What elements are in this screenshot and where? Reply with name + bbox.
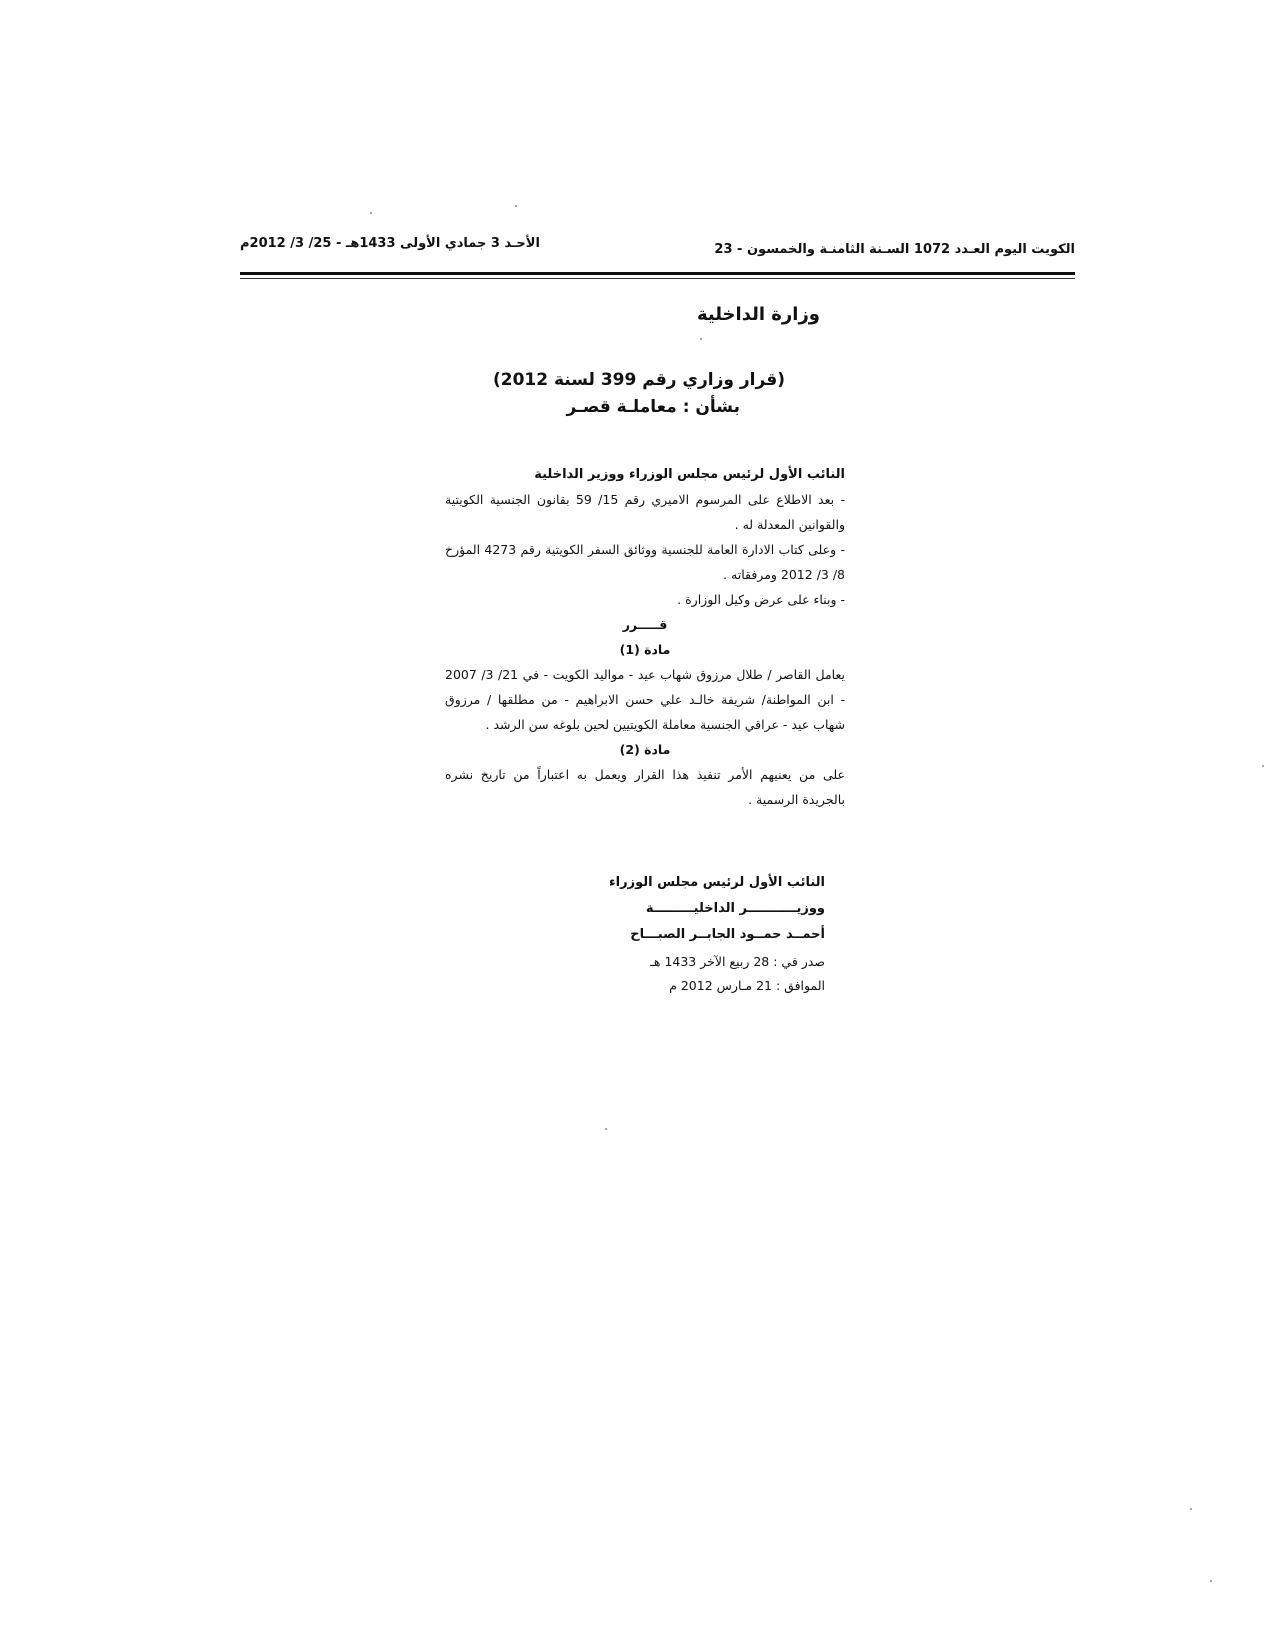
header-rule-thin: [240, 278, 1075, 279]
header-rule-thick: [240, 272, 1075, 275]
ministry-name: وزارة الداخلية: [696, 304, 820, 325]
signature-ministry: ووزيـــــــــــر الداخليـــــــــة: [645, 901, 825, 916]
article-1-text: يعامل القاصر / طلال مرزوق شهاب عيد - مواليد الكويت - في 21/ 3/ 2007 - ابن المواطنة/ شريفة خالـد علي حسن الابراهيم - من مطلقها / مرزوق شهاب عيد - عراقي الجنسية معاملة الكويتيين لحين بلوغه سن الرشد .: [445, 667, 845, 732]
signature-title: النائب الأول لرئيس مجلس الوزراء: [609, 875, 825, 890]
decree-subject: بشأن : معاملـة قصـر: [566, 397, 740, 417]
preamble-3: - وبناء على عرض وكيل الوزارة .: [677, 592, 845, 607]
article-2-heading: مادة (2): [619, 742, 671, 757]
issue-date-block: [650, 950, 825, 998]
header-issue-info: الكويت اليوم العـدد 1072 السـنة الثامنـة والخمسون - 23: [714, 242, 1075, 257]
header-date: الأحـد 3 جمادي الأولى 1433هـ - 25/ 3/ 2012م: [240, 236, 540, 251]
scan-speck: [700, 338, 702, 340]
issuer-line: النائب الأول لرئيس مجلس الوزراء ووزير الداخلية: [534, 467, 845, 482]
scan-speck: [370, 212, 372, 214]
page-header: [240, 236, 1075, 266]
issued-hijri: صدر في : 28 ربيع الآخر 1433 هـ: [650, 954, 825, 969]
decree-title: (قرار وزاري رقم 399 لسنة 2012): [492, 370, 785, 390]
decides-heading: قـــــرر: [622, 617, 668, 632]
preamble-2: - وعلى كتاب الادارة العامة للجنسية ووثائق السفر الكويتية رقم 4273 المؤرخ 8/ 3/ 2012 ومرفقاته .: [445, 542, 845, 582]
scan-speck: [515, 205, 517, 207]
decree-body: [445, 462, 845, 812]
article-2-text: على من يعنيهم الأمر تنفيذ هذا القرار ويعمل به اعتباراً من تاريخ نشره بالجريدة الرسمية .: [445, 767, 845, 807]
signature-name: أحمــد حمــود الجابــر الصبـــاح: [630, 927, 825, 942]
scan-speck: [1190, 1508, 1192, 1510]
article-1-heading: مادة (1): [619, 642, 671, 657]
scan-speck: [605, 1128, 607, 1130]
signature-block: [609, 870, 825, 948]
issued-gregorian: الموافق : 21 مـارس 2012 م: [669, 978, 825, 993]
preamble-1: - بعد الاطلاع على المرسوم الاميري رقم 15/ 59 بقانون الجنسية الكويتية والقوانين المعدلة له .: [445, 492, 845, 532]
scan-speck: [1210, 1580, 1212, 1582]
scan-speck: [1262, 765, 1264, 767]
